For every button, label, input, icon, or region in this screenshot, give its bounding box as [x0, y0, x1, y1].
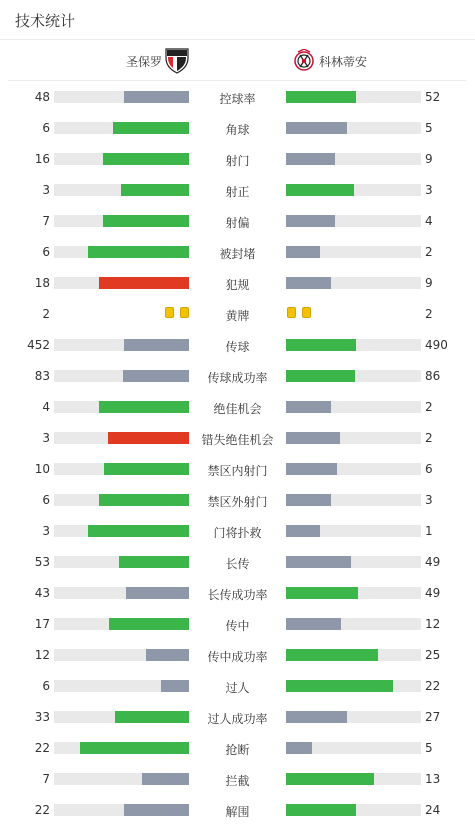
- stat-label: 被封堵: [219, 247, 256, 261]
- stat-row: [0, 484, 475, 515]
- away-value: 27: [425, 710, 441, 724]
- home-bar-track: [54, 370, 189, 382]
- stat-row: [0, 608, 475, 639]
- home-bar-fill: [103, 153, 189, 165]
- yellow-card-icon: [287, 307, 296, 318]
- away-bar-fill: [286, 339, 356, 351]
- away-bar-fill: [286, 742, 312, 754]
- stat-row: [0, 577, 475, 608]
- home-value: 452: [27, 338, 50, 352]
- away-bar-track: [286, 587, 421, 599]
- away-bar-fill: [286, 680, 393, 692]
- home-bar-track: [54, 711, 189, 723]
- away-bar-track: [286, 463, 421, 475]
- away-bar-fill: [286, 556, 351, 568]
- stat-label: 传球: [225, 340, 250, 354]
- stat-label: 黄牌: [225, 309, 250, 323]
- stat-label: 长传成功率: [207, 588, 268, 602]
- home-bar-fill: [104, 463, 189, 475]
- home-value: 22: [34, 803, 50, 817]
- stat-row: [0, 794, 475, 825]
- stat-row: [0, 732, 475, 763]
- home-value: 48: [34, 90, 50, 104]
- home-bar-track: [54, 556, 189, 568]
- away-bar-fill: [286, 587, 358, 599]
- home-value: 83: [34, 369, 50, 383]
- away-bar-fill: [286, 401, 331, 413]
- away-bar-fill: [286, 804, 356, 816]
- away-bar-track: [286, 432, 421, 444]
- home-bar-track: [54, 432, 189, 444]
- home-bar-fill: [119, 556, 189, 568]
- home-value: 17: [34, 617, 50, 631]
- away-bar-fill: [286, 525, 320, 537]
- away-value: 2: [425, 307, 433, 321]
- away-value: 13: [425, 772, 441, 786]
- home-bar-track: [54, 680, 189, 692]
- home-bar-track: [54, 246, 189, 258]
- home-value: 6: [42, 679, 50, 693]
- stat-label: 解围: [225, 805, 250, 819]
- away-value: 49: [425, 586, 441, 600]
- home-bar-fill: [121, 184, 189, 196]
- away-value: 12: [425, 617, 441, 631]
- away-bar-track: [286, 277, 421, 289]
- stat-label: 门将扑救: [213, 526, 262, 540]
- home-value: 22: [34, 741, 50, 755]
- away-value: 22: [425, 679, 441, 693]
- away-bar-track: [286, 370, 421, 382]
- home-bar-fill: [99, 494, 189, 506]
- home-bar-track: [54, 463, 189, 475]
- stats-list: [0, 81, 475, 825]
- away-bar-fill: [286, 494, 331, 506]
- home-bar-track: [54, 649, 189, 661]
- home-value: 3: [42, 524, 50, 538]
- yellow-card-icon: [165, 307, 174, 318]
- home-value: 16: [34, 152, 50, 166]
- away-value: 2: [425, 431, 433, 445]
- stat-row: [0, 701, 475, 732]
- stat-label: 禁区外射门: [207, 495, 268, 509]
- home-bar-fill: [80, 742, 189, 754]
- home-bar-fill: [88, 525, 189, 537]
- away-bar-fill: [286, 246, 320, 258]
- away-bar-fill: [286, 277, 331, 289]
- away-team-name: 科林蒂安: [319, 55, 368, 69]
- stat-label: 拦截: [225, 774, 250, 788]
- away-bar-fill: [286, 153, 335, 165]
- home-bar-fill: [99, 277, 189, 289]
- away-bar-track: [286, 215, 421, 227]
- stat-label: 控球率: [219, 92, 256, 106]
- home-bar-track: [54, 494, 189, 506]
- page-title: 技术统计: [15, 12, 76, 30]
- home-team-crest-icon: [164, 48, 190, 74]
- away-bar-fill: [286, 122, 347, 134]
- home-value: 18: [34, 276, 50, 290]
- away-value: 9: [425, 152, 433, 166]
- away-bar-track: [286, 525, 421, 537]
- stat-row: [0, 267, 475, 298]
- stat-row: [0, 391, 475, 422]
- stat-label: 抢断: [225, 743, 250, 757]
- home-bar-fill: [103, 215, 189, 227]
- home-value: 10: [34, 462, 50, 476]
- stat-label: 禁区内射门: [207, 464, 268, 478]
- away-value: 24: [425, 803, 441, 817]
- stat-row: [0, 422, 475, 453]
- away-bar-fill: [286, 370, 355, 382]
- home-bar-track: [54, 587, 189, 599]
- stat-label: 长传: [225, 557, 250, 571]
- stat-label: 射正: [225, 185, 250, 199]
- away-bar-track: [286, 494, 421, 506]
- stat-row: [0, 143, 475, 174]
- stat-row: [0, 639, 475, 670]
- away-bar-track: [286, 680, 421, 692]
- home-value: 3: [42, 431, 50, 445]
- stat-row: [0, 298, 475, 329]
- home-value: 6: [42, 121, 50, 135]
- stat-row: [0, 360, 475, 391]
- away-bar-fill: [286, 463, 337, 475]
- stat-row: [0, 236, 475, 267]
- away-bar-track: [286, 122, 421, 134]
- home-value: 6: [42, 245, 50, 259]
- home-bar-fill: [88, 246, 189, 258]
- away-bar-track: [286, 556, 421, 568]
- home-bar-fill: [124, 804, 189, 816]
- stat-row: [0, 763, 475, 794]
- stat-label: 射偏: [225, 216, 250, 230]
- home-bar-track: [54, 277, 189, 289]
- home-bar-fill: [123, 370, 189, 382]
- home-bar-fill: [113, 122, 189, 134]
- away-value: 6: [425, 462, 433, 476]
- title-bar: [0, 0, 475, 40]
- stat-label: 角球: [225, 123, 250, 137]
- stat-row: [0, 453, 475, 484]
- away-bar-track: [286, 184, 421, 196]
- away-bar-fill: [286, 215, 335, 227]
- home-bar-track: [54, 742, 189, 754]
- home-bar-fill: [142, 773, 189, 785]
- stat-label: 过人成功率: [207, 712, 268, 726]
- teams-header: [8, 41, 466, 81]
- away-bar-track: [286, 246, 421, 258]
- away-value: 3: [425, 493, 433, 507]
- home-value: 33: [34, 710, 50, 724]
- home-bar-track: [54, 525, 189, 537]
- home-bar-fill: [146, 649, 189, 661]
- home-value: 53: [34, 555, 50, 569]
- away-value: 2: [425, 400, 433, 414]
- away-bar-track: [286, 618, 421, 630]
- home-value: 2: [42, 307, 50, 321]
- away-value: 9: [425, 276, 433, 290]
- home-bar-fill: [109, 618, 189, 630]
- away-team-crest-icon: [293, 49, 315, 73]
- home-bar-track: [54, 184, 189, 196]
- home-team-name: 圣保罗: [126, 55, 163, 69]
- away-value: 25: [425, 648, 441, 662]
- away-bar-fill: [286, 432, 340, 444]
- home-value: 7: [42, 772, 50, 786]
- home-bar-fill: [124, 91, 189, 103]
- away-bar-track: [286, 401, 421, 413]
- stat-row: [0, 515, 475, 546]
- stat-row: [0, 205, 475, 236]
- home-value: 7: [42, 214, 50, 228]
- home-bar-fill: [108, 432, 189, 444]
- away-value: 3: [425, 183, 433, 197]
- stat-label: 犯规: [225, 278, 250, 292]
- away-bar-fill: [286, 773, 374, 785]
- stat-row: [0, 81, 475, 112]
- stat-row: [0, 546, 475, 577]
- stat-row: [0, 174, 475, 205]
- away-bar-fill: [286, 91, 356, 103]
- stat-label: 传球成功率: [207, 371, 268, 385]
- home-bar-track: [54, 618, 189, 630]
- away-bar-track: [286, 153, 421, 165]
- away-bar-track: [286, 773, 421, 785]
- away-bar-track: [286, 649, 421, 661]
- away-bar-track: [286, 339, 421, 351]
- away-value: 49: [425, 555, 441, 569]
- home-bar-fill: [126, 587, 189, 599]
- away-bar-track: [286, 91, 421, 103]
- stat-row: [0, 329, 475, 360]
- home-bar-track: [54, 215, 189, 227]
- home-bar-track: [54, 339, 189, 351]
- home-bar-fill: [161, 680, 189, 692]
- home-bar-track: [54, 773, 189, 785]
- home-value: 3: [42, 183, 50, 197]
- home-bar-track: [54, 91, 189, 103]
- away-bar-track: [286, 711, 421, 723]
- stat-label: 过人: [225, 681, 250, 695]
- stat-label: 绝佳机会: [213, 402, 262, 416]
- away-value: 4: [425, 214, 433, 228]
- away-value: 2: [425, 245, 433, 259]
- stat-label: 射门: [225, 154, 250, 168]
- away-value: 1: [425, 524, 433, 538]
- home-bar-track: [54, 401, 189, 413]
- home-bar-track: [54, 804, 189, 816]
- stat-label: 传中成功率: [207, 650, 268, 664]
- home-bar-fill: [99, 401, 189, 413]
- away-value: 86: [425, 369, 441, 383]
- away-bar-track: [286, 804, 421, 816]
- home-bar-fill: [115, 711, 189, 723]
- home-bar-fill: [124, 339, 189, 351]
- away-bar-fill: [286, 184, 354, 196]
- away-value: 5: [425, 121, 433, 135]
- home-bar-track: [54, 122, 189, 134]
- away-bar-fill: [286, 711, 347, 723]
- yellow-card-icon: [180, 307, 189, 318]
- home-value: 43: [34, 586, 50, 600]
- stat-label: 错失绝佳机会: [201, 433, 274, 447]
- away-value: 490: [425, 338, 448, 352]
- away-value: 5: [425, 741, 433, 755]
- home-bar-track: [54, 153, 189, 165]
- stat-label: 传中: [225, 619, 250, 633]
- yellow-card-icon: [302, 307, 311, 318]
- away-bar-track: [286, 742, 421, 754]
- away-bar-fill: [286, 649, 378, 661]
- home-value: 12: [34, 648, 50, 662]
- stat-row: [0, 670, 475, 701]
- away-value: 52: [425, 90, 441, 104]
- away-bar-fill: [286, 618, 341, 630]
- stat-row: [0, 112, 475, 143]
- home-value: 4: [42, 400, 50, 414]
- home-value: 6: [42, 493, 50, 507]
